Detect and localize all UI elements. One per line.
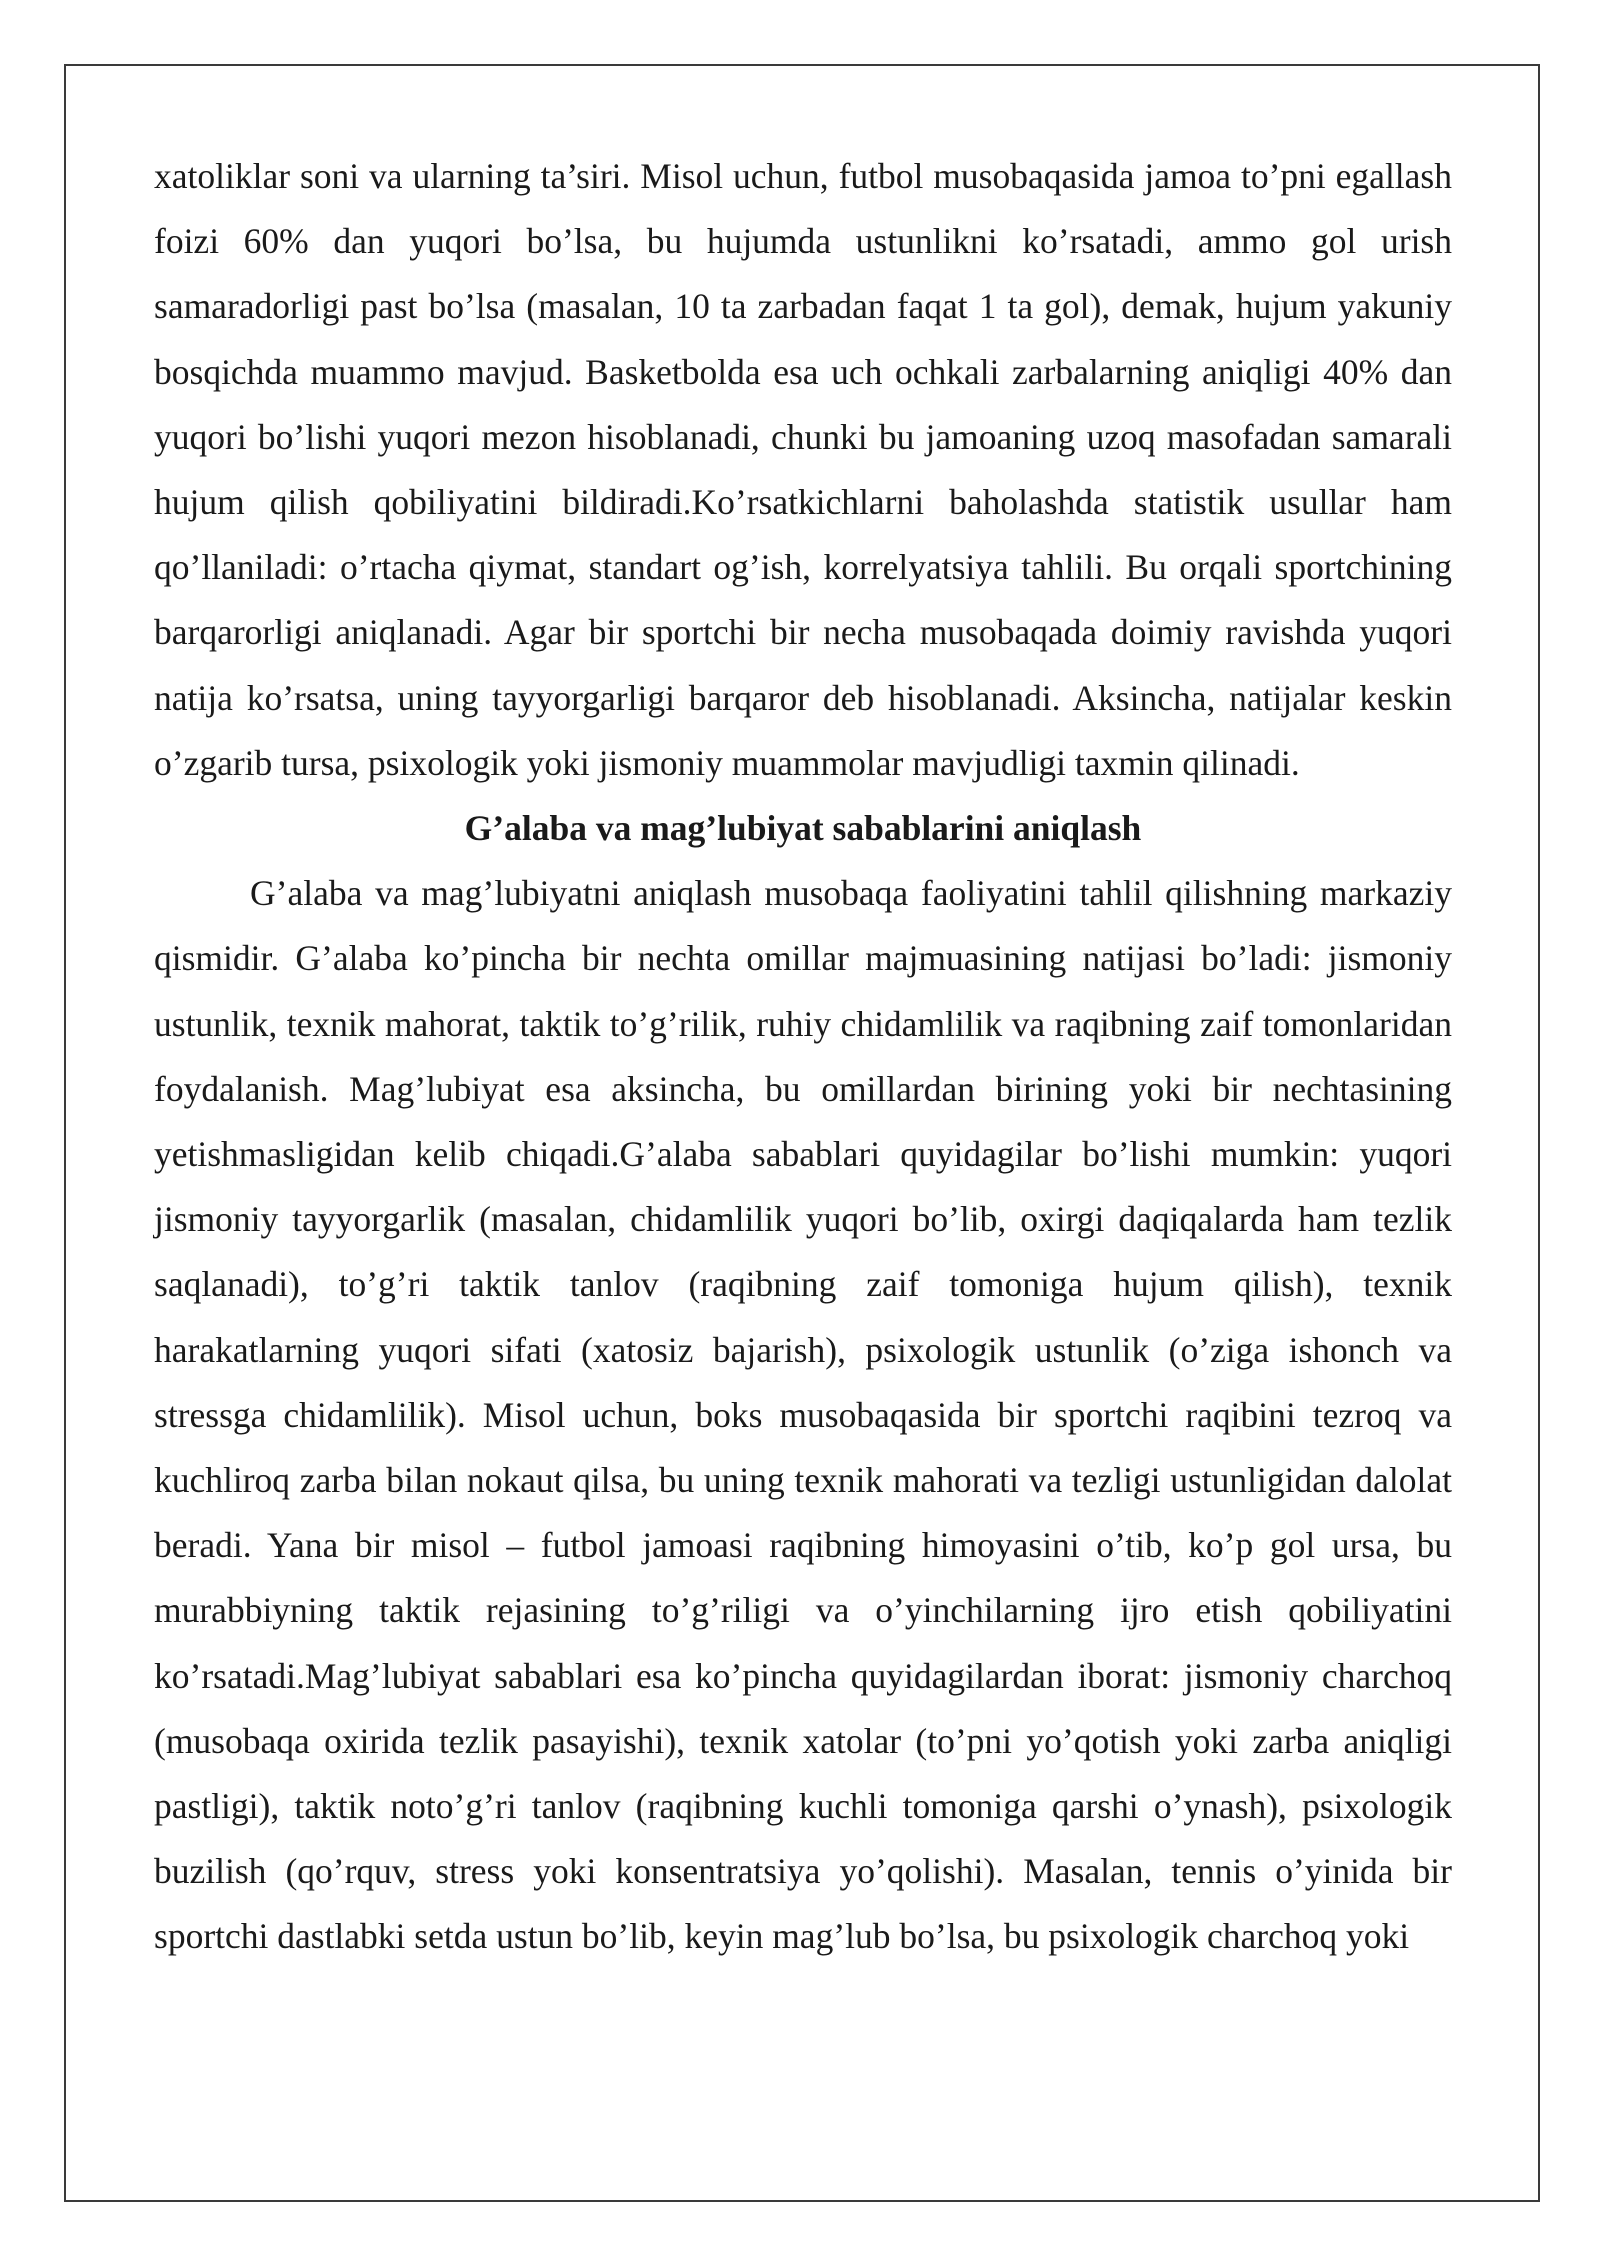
section-heading: G’alaba va mag’lubiyat sabablarini aniqlash [464,808,1142,849]
document-body [154,144,1452,1970]
paragraph-statistics: xatoliklar soni va ularning ta’siri. Misol uchun, futbol musobaqasida jamoa to’pni egallash foizi 60% dan yuqori bo’lsa, bu hujumda ustunlikni ko’rsatadi, ammo gol urish samaradorligi past bo’lsa (masalan, 10 ta zarbadan faqat 1 ta gol), demak, hujum yakuniy bosqichda muammo mavjud. Basketbolda esa uch ochkali zarbalarning aniqligi 40% dan yuqori bo’lishi yuqori mezon hisoblanadi, chunki bu jamoaning uzoq masofadan samarali hujum qilish qobiliyatini bildiradi.Ko’rsatkichlarni baholashda statistik usullar ham qo’llaniladi: o’rtacha qiymat, standart og’ish, korrelyatsiya tahlili. Bu orqali sportchining barqarorligi aniqlanadi. Agar bir sportchi bir necha musobaqada doimiy ravishda yuqori natija ko’rsatsa, uning tayyorgarligi barqaror deb hisoblanadi. Aksincha, natijalar keskin o’zgarib tursa, psixologik yoki jismoniy muammolar mavjudligi taxmin qilinadi. [154,156,1452,783]
paragraph-victory-defeat: G’alaba va mag’lubiyatni aniqlash musobaqa faoliyatini tahlil qilishning markaziy qismidir. G’alaba ko’pincha bir nechta omillar majmuasining natijasi bo’ladi: jismoniy ustunlik, texnik mahorat, taktik to’g’rilik, ruhiy chidamlilik va raqibning zaif tomonlaridan foydalanish. Mag’lubiyat esa aksincha, bu omillardan birining yoki bir nechtasining yetishmasligidan kelib chiqadi.G’alaba sabablari quyidagilar bo’lishi mumkin: yuqori jismoniy tayyorgarlik (masalan, chidamlilik yuqori bo’lib, oxirgi daqiqalarda ham tezlik saqlanadi), to’g’ri taktik tanlov (raqibning zaif tomoniga hujum qilish), texnik harakatlarning yuqori sifati (xatosiz bajarish), psixologik ustunlik (o’ziga ishonch va stressga chidamlilik). Misol uchun, boks musobaqasida bir sportchi raqibini tezroq va kuchliroq zarba bilan nokaut qilsa, bu uning texnik mahorati va tezligi ustunligidan dalolat beradi. Yana bir misol – futbol jamoasi raqibning himoyasini o’tib, ko’p gol ursa, bu murabbiyning taktik rejasining to’g’riligi va o’yinchilarning ijro etish qobiliyatini ko’rsatadi.Mag’lubiyat sabablari esa ko’pincha quyidagilardan iborat: jismoniy charchoq (musobaqa oxirida tezlik pasayishi), texnik xatolar (to’pni yo’qotish yoki zarba aniqligi pastligi), taktik noto’g’ri tanlov (raqibning kuchli tomoniga qarshi o’ynash), psixologik buzilish (qo’rquv, stress yoki konsentratsiya yo’qolishi). Masalan, tennis o’yinida bir sportchi dastlabki setda ustun bo’lib, keyin mag’lub bo’lsa, bu psixologik charchoq yoki [154,873,1452,1957]
